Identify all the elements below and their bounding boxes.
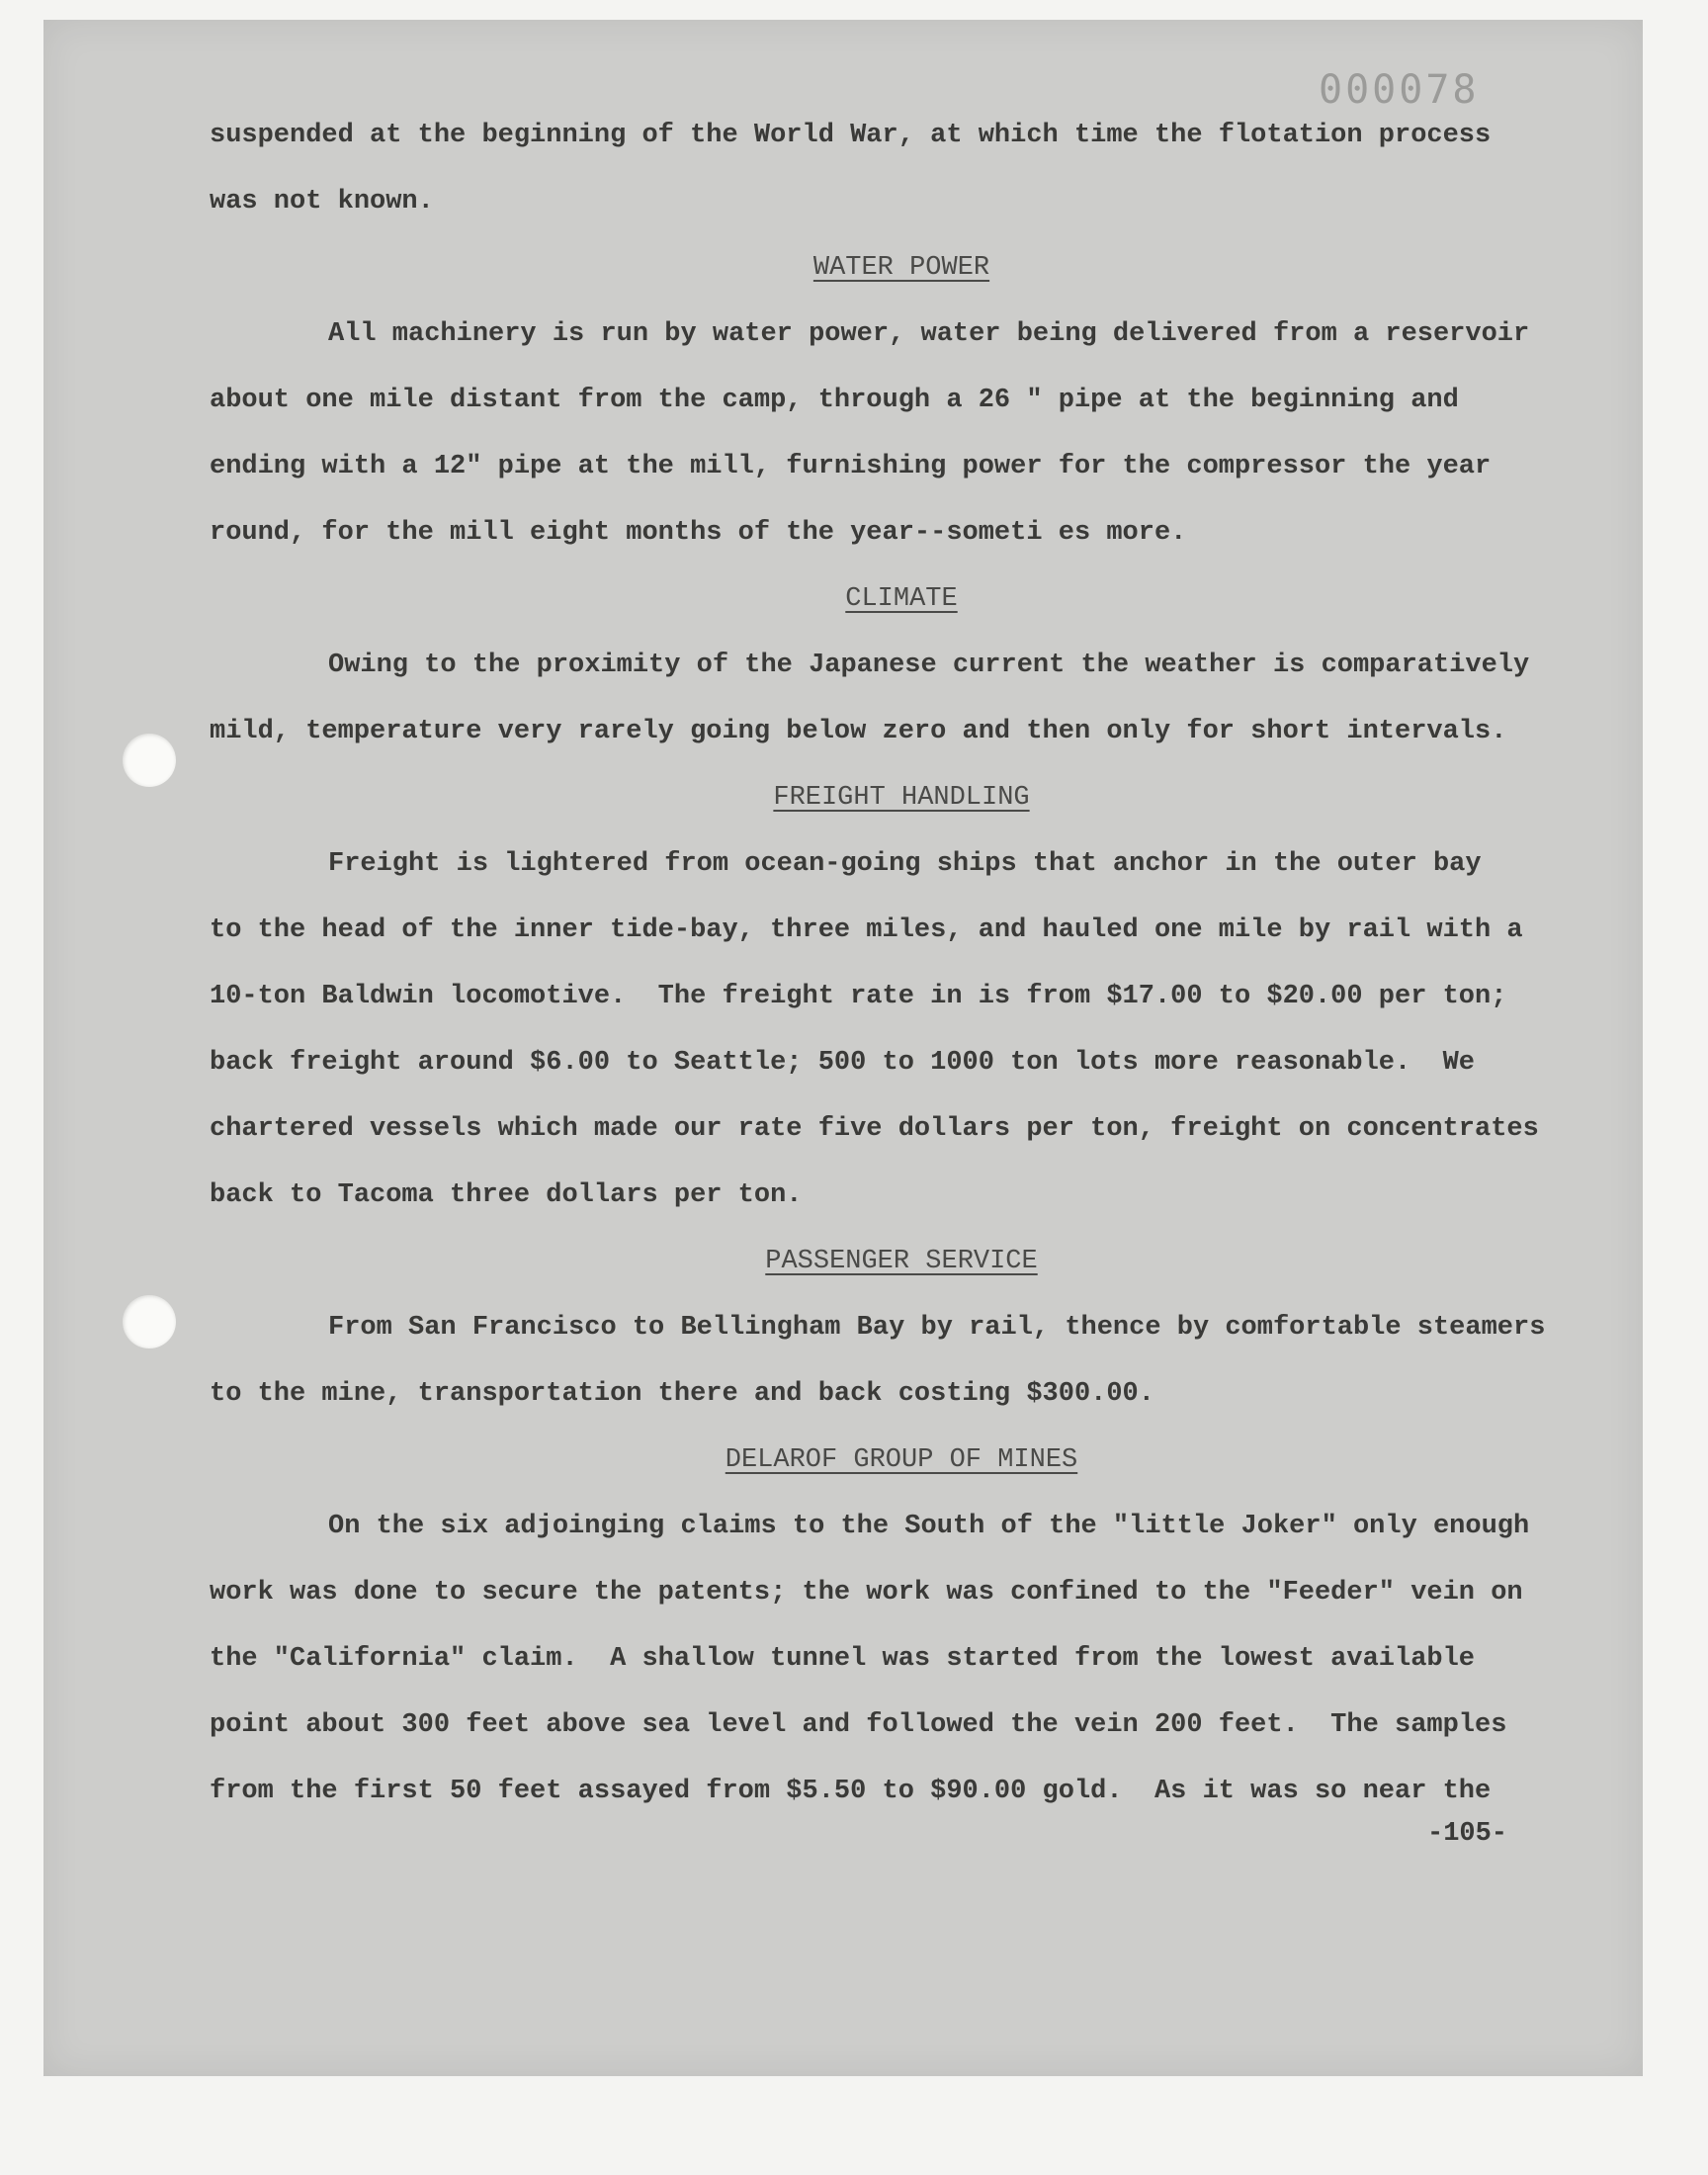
paragraph-line: From San Francisco to Bellingham Bay by rail, thence by comfortable steamers bbox=[328, 1313, 1546, 1343]
document-stamp-number: 000078 bbox=[1319, 67, 1480, 113]
paragraph-line: Freight is lightered from ocean-going ships that anchor in the outer bay bbox=[328, 849, 1482, 879]
paragraph-line: from the first 50 feet assayed from $5.50 to $90.00 gold. As it was so near the bbox=[210, 1777, 1492, 1806]
paragraph-line: All machinery is run by water power, water being delivered from a reservoir bbox=[328, 319, 1530, 349]
paragraph-line: about one mile distant from the camp, through a 26 " pipe at the beginning and bbox=[210, 386, 1459, 415]
paragraph-line: chartered vessels which made our rate five dollars per ton, freight on concentrates bbox=[210, 1114, 1539, 1144]
paragraph-line: the "California" claim. A shallow tunnel was started from the lowest available bbox=[210, 1644, 1476, 1674]
punch-hole bbox=[123, 1295, 176, 1348]
section-heading bbox=[210, 765, 1593, 831]
paragraph-line: point about 300 feet above sea level and followed the vein 200 feet. The samples bbox=[210, 1710, 1507, 1740]
section-heading-text: WATER POWER bbox=[812, 253, 990, 283]
intro-line: was not known. bbox=[210, 187, 434, 217]
paragraph-line: On the six adjoinging claims to the South of the "little Joker" only enough bbox=[328, 1512, 1530, 1541]
paragraph-line: mild, temperature very rarely going below zero and then only for short intervals. bbox=[210, 717, 1507, 746]
paragraph-line: 10-ton Baldwin locomotive. The freight rate in is from $17.00 to $20.00 per ton; bbox=[210, 982, 1507, 1011]
intro-line: suspended at the beginning of the World War, at which time the flotation process bbox=[210, 121, 1492, 150]
document-page bbox=[43, 20, 1643, 2076]
section-heading-text: DELAROF GROUP OF MINES bbox=[725, 1445, 1078, 1475]
section-heading bbox=[210, 1229, 1593, 1295]
page-number: -105- bbox=[1427, 1819, 1508, 1849]
section-heading bbox=[210, 235, 1593, 302]
section-heading-text: PASSENGER SERVICE bbox=[765, 1247, 1038, 1276]
section-heading bbox=[210, 566, 1593, 633]
section-heading bbox=[210, 1428, 1593, 1494]
paragraph-line: work was done to secure the patents; the work was confined to the "Feeder" vein on bbox=[210, 1578, 1523, 1608]
paragraph-line: ending with a 12" pipe at the mill, furnishing power for the compressor the year bbox=[210, 452, 1492, 481]
paragraph-line: round, for the mill eight months of the year--someti es more. bbox=[210, 518, 1187, 548]
section-heading-text: FREIGHT HANDLING bbox=[773, 783, 1030, 813]
paragraph-line: back freight around $6.00 to Seattle; 500 to 1000 ton lots more reasonable. We bbox=[210, 1048, 1476, 1078]
paragraph-line: Owing to the proximity of the Japanese current the weather is comparatively bbox=[328, 651, 1530, 680]
section-heading-text: CLIMATE bbox=[845, 584, 958, 614]
document-body bbox=[210, 103, 1643, 1825]
paragraph-line: to the mine, transportation there and back costing $300.00. bbox=[210, 1379, 1154, 1409]
punch-hole bbox=[123, 734, 176, 787]
paragraph-line: to the head of the inner tide-bay, three miles, and hauled one mile by rail with a bbox=[210, 915, 1523, 945]
paragraph-line: back to Tacoma three dollars per ton. bbox=[210, 1180, 803, 1210]
